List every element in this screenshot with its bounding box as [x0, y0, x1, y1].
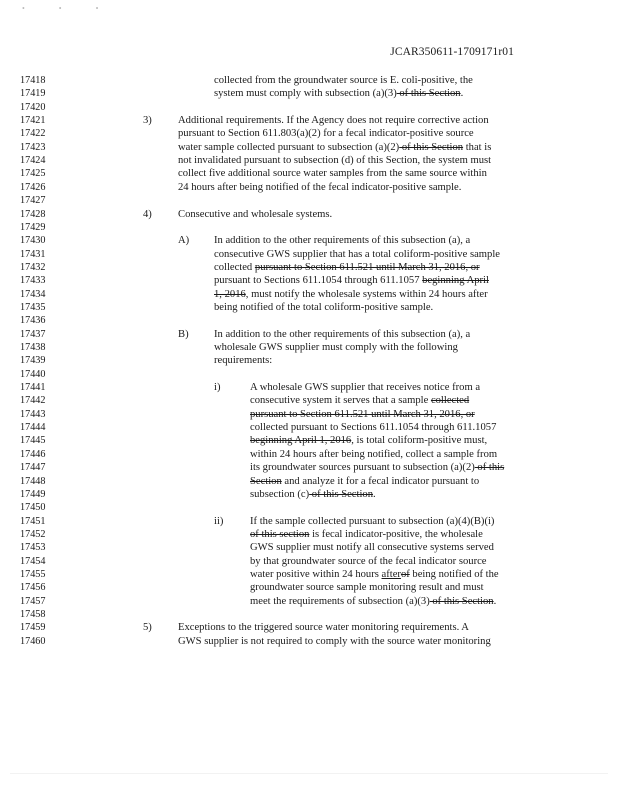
line-text	[214, 75, 473, 87]
document-line	[0, 369, 618, 381]
document-line	[0, 75, 618, 87]
text-segment: groundwater source sample monitoring result and must	[250, 582, 484, 594]
line-number: 17433	[20, 275, 46, 287]
document-line	[0, 275, 618, 287]
struck-text: pursuant to Section 611.521 until March 31, 2016, or	[254, 261, 480, 273]
line-text	[214, 302, 433, 314]
text-segment: water positive within 24 hours	[250, 568, 382, 580]
line-number: 17424	[20, 155, 46, 167]
line-number: 17436	[20, 315, 46, 327]
document-line	[0, 516, 618, 528]
line-text	[178, 622, 469, 634]
line-text	[250, 529, 483, 541]
line-text	[250, 382, 480, 394]
document-line	[0, 609, 618, 621]
document-line	[0, 209, 618, 221]
document-line	[0, 155, 618, 167]
document-line	[0, 582, 618, 594]
line-text	[214, 262, 480, 274]
line-text	[250, 476, 479, 488]
line-number: 17434	[20, 288, 46, 300]
line-number: 17418	[20, 75, 46, 86]
document-line	[0, 249, 618, 261]
line-number: 17428	[20, 208, 46, 220]
line-number: 17460	[20, 635, 46, 647]
text-segment: Consecutive and wholesale systems.	[178, 208, 333, 220]
struck-text: of this Section	[309, 488, 373, 500]
text-segment: that is	[463, 141, 492, 153]
line-text	[214, 249, 500, 261]
document-line	[0, 329, 618, 341]
document-line	[0, 636, 618, 648]
text-segment: , is total coliform-positive must,	[351, 435, 488, 447]
list-label: ii)	[214, 515, 224, 527]
corner-marks: • • •	[22, 4, 115, 13]
struck-text: of this section	[250, 528, 310, 540]
document-line	[0, 435, 618, 447]
line-text	[250, 449, 497, 461]
text-segment: .	[460, 88, 464, 100]
line-number: 17458	[20, 609, 46, 620]
line-number: 17431	[20, 248, 46, 260]
list-label: 5)	[143, 622, 152, 634]
text-segment: collected pursuant to Sections 611.1054 through 611.1057	[250, 422, 497, 434]
text-segment: collected from the groundwater source is E. coli-positive, the	[214, 75, 473, 86]
line-number: 17435	[20, 301, 46, 313]
line-text	[214, 235, 470, 247]
line-number: 17451	[20, 515, 46, 527]
text-segment: and analyze it for a fecal indicator pursuant to	[281, 475, 480, 487]
text-segment: In addition to the other requirements of this subsection (a), a	[214, 235, 471, 247]
line-number: 17443	[20, 408, 46, 420]
line-text	[214, 342, 458, 354]
document-line	[0, 142, 618, 154]
line-number: 17445	[20, 435, 46, 447]
line-text	[214, 275, 489, 287]
line-number: 17432	[20, 261, 46, 273]
document-line	[0, 395, 618, 407]
text-segment: A wholesale GWS supplier that receives notice from a	[250, 382, 481, 394]
inserted-text: after	[381, 568, 401, 580]
line-text	[178, 142, 491, 154]
line-number: 17450	[20, 502, 46, 514]
struck-text: of this	[474, 462, 505, 474]
document-line	[0, 569, 618, 581]
struck-text: Section	[250, 475, 282, 487]
line-number: 17444	[20, 422, 46, 434]
line-number: 17448	[20, 475, 46, 487]
text-segment: Exceptions to the triggered source water monitoring requirements. A	[178, 622, 469, 634]
line-text	[250, 582, 484, 594]
line-number: 17447	[20, 462, 46, 474]
text-segment: is fecal indicator-positive, the wholesale	[309, 528, 483, 540]
text-segment: being notified of the total coliform-positive sample.	[214, 301, 434, 313]
line-number: 17438	[20, 342, 46, 353]
document-line	[0, 502, 618, 514]
line-text	[250, 435, 487, 447]
line-number: 17440	[20, 368, 46, 380]
line-number: 17446	[20, 448, 46, 460]
line-number: 17457	[20, 595, 46, 607]
page-bottom-rule	[10, 773, 608, 774]
text-segment: GWS supplier must notify all consecutive systems served	[250, 542, 494, 554]
text-segment: wholesale GWS supplier must comply with the following	[214, 342, 458, 353]
text-segment: collected	[214, 261, 255, 273]
document-line	[0, 476, 618, 488]
line-text	[178, 155, 491, 167]
line-number: 17439	[20, 355, 46, 367]
text-segment: requirements:	[214, 355, 273, 367]
line-text	[250, 569, 499, 581]
line-number: 17422	[20, 128, 46, 140]
document-line	[0, 88, 618, 100]
document-line	[0, 115, 618, 127]
document-line	[0, 556, 618, 568]
struck-text: 1, 2016	[214, 288, 246, 300]
document-line	[0, 168, 618, 180]
document-line	[0, 622, 618, 634]
line-text	[178, 209, 332, 221]
line-number: 17455	[20, 568, 46, 580]
line-text	[214, 355, 272, 367]
line-number: 17421	[20, 115, 46, 127]
document-line	[0, 529, 618, 541]
document-line	[0, 542, 618, 554]
document-line	[0, 262, 618, 274]
line-number: 17456	[20, 582, 46, 594]
line-number: 17452	[20, 528, 46, 540]
line-number: 17423	[20, 141, 46, 153]
struck-text: of	[400, 568, 410, 580]
document-line	[0, 222, 618, 234]
line-number: 17430	[20, 235, 46, 247]
text-segment: water sample collected pursuant to subsection (a)(2)	[178, 141, 400, 153]
line-number: 17425	[20, 168, 46, 180]
line-number: 17429	[20, 221, 46, 233]
text-segment: .	[493, 595, 497, 607]
line-text	[178, 168, 487, 180]
list-label: B)	[178, 328, 189, 340]
line-text	[178, 128, 474, 140]
struck-text: beginning April 1, 2016	[250, 435, 352, 447]
document-line	[0, 382, 618, 394]
document-line	[0, 596, 618, 608]
document-line	[0, 302, 618, 314]
list-label: A)	[178, 235, 190, 247]
document-line	[0, 409, 618, 421]
document-line	[0, 195, 618, 207]
document-line	[0, 462, 618, 474]
struck-text: collected	[430, 395, 470, 407]
text-segment: its groundwater sources pursuant to subsection (a)(2)	[250, 462, 475, 474]
line-number: 17454	[20, 555, 46, 567]
line-text	[250, 462, 504, 474]
line-text	[250, 556, 487, 568]
struck-text: of this Section	[429, 595, 494, 607]
line-number: 17427	[20, 195, 46, 207]
line-number: 17437	[20, 328, 46, 340]
text-segment: consecutive GWS supplier that has a total coliform-positive sample	[214, 248, 500, 260]
line-number: 17453	[20, 542, 46, 554]
line-text	[250, 516, 494, 528]
line-text	[250, 489, 376, 501]
line-number: 17459	[20, 622, 46, 634]
line-text	[250, 422, 496, 434]
text-segment: system must comply with subsection (a)(3)	[214, 88, 397, 100]
line-text	[250, 596, 496, 608]
document-line	[0, 449, 618, 461]
document-line	[0, 235, 618, 247]
text-segment: .	[373, 488, 376, 500]
document-line	[0, 102, 618, 114]
text-segment: not invalidated pursuant to subsection (d) of this Section, the system must	[178, 155, 492, 167]
struck-text: of this Section	[396, 88, 461, 100]
text-segment: If the sample collected pursuant to subsection (a)(4)(B)(i)	[250, 515, 495, 527]
struck-text: beginning April	[422, 275, 489, 287]
document-line	[0, 355, 618, 367]
text-segment: subsection (c)	[250, 488, 310, 500]
line-number: 17426	[20, 181, 46, 193]
document-line	[0, 289, 618, 301]
document-line	[0, 489, 618, 501]
document-line	[0, 182, 618, 194]
text-segment: , must notify the wholesale systems within 24 hours after	[245, 288, 488, 300]
line-text	[250, 542, 494, 554]
struck-text: of this Section	[399, 141, 464, 153]
text-segment: 24 hours after being notified of the fecal indicator-positive sample.	[178, 181, 462, 193]
text-segment: pursuant to Section 611.803(a)(2) for a fecal indicator-positive source	[178, 128, 474, 140]
line-text	[214, 88, 463, 100]
line-number: 17419	[20, 88, 46, 100]
text-segment: within 24 hours after being notified, collect a sample from	[250, 448, 498, 460]
line-number: 17442	[20, 395, 46, 407]
line-text	[250, 409, 475, 421]
line-number: 17441	[20, 382, 46, 394]
line-text	[178, 115, 489, 127]
line-text	[214, 289, 488, 301]
document-line	[0, 128, 618, 140]
line-text	[214, 329, 470, 341]
text-segment: consecutive system it serves that a sample	[250, 395, 431, 407]
line-text	[178, 636, 491, 648]
line-number: 17449	[20, 488, 46, 500]
line-text	[250, 395, 469, 407]
text-segment: being notified of the	[409, 568, 499, 580]
text-segment: In addition to the other requirements of this subsection (a), a	[214, 328, 471, 340]
text-segment: Additional requirements. If the Agency does not require corrective action	[178, 115, 489, 127]
document-line	[0, 315, 618, 327]
line-number: 17420	[20, 101, 46, 113]
line-text	[178, 182, 461, 194]
list-label: 3)	[143, 115, 152, 127]
text-segment: by that groundwater source of the fecal indicator source	[250, 555, 487, 567]
document-line	[0, 342, 618, 354]
list-label: i)	[214, 382, 221, 394]
text-segment: collect five additional source water samples from the same source within	[178, 168, 487, 180]
text-segment: meet the requirements of subsection (a)(3)	[250, 595, 430, 607]
document-header-id: JCAR350611-1709171r01	[390, 46, 514, 58]
document-line	[0, 422, 618, 434]
struck-text: pursuant to Section 611.521 until March 31, 2016, or	[250, 408, 475, 420]
text-segment: GWS supplier is not required to comply with the source water monitoring	[178, 635, 491, 647]
list-label: 4)	[143, 208, 152, 220]
text-segment: pursuant to Sections 611.1054 through 611.1057	[214, 275, 423, 287]
